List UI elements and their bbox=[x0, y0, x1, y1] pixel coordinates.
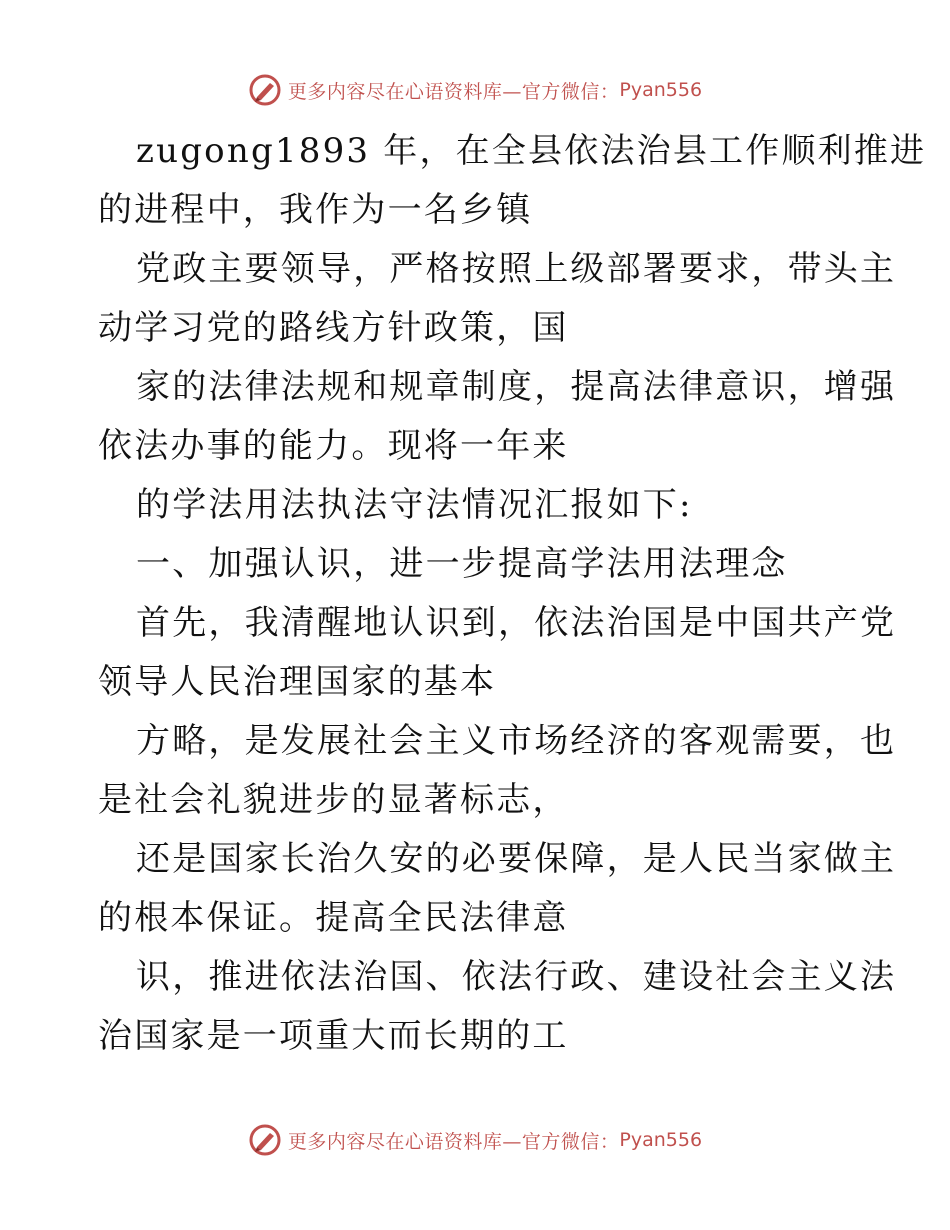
text-line: zugong1893 年，在全县依法治县工作顺利推进 bbox=[136, 131, 927, 171]
text-line: 党政主要领导，严格按照上级部署要求，带头主 bbox=[136, 249, 897, 289]
text-line: 识，推进依法治国、依法行政、建设社会主义法 bbox=[136, 957, 897, 997]
text-line: 治国家是一项重大而长期的工 bbox=[98, 1016, 569, 1056]
text-line: 家的法律法规和规章制度，提高法律意识，增强 bbox=[136, 367, 897, 407]
document-body bbox=[98, 122, 927, 1066]
text-line: 的进程中，我作为一名乡镇 bbox=[98, 190, 533, 230]
text-line: 领导人民治理国家的基本 bbox=[98, 662, 497, 702]
text-line: 的根本保证。提高全民法律意 bbox=[98, 898, 569, 938]
header-watermark-banner bbox=[0, 70, 950, 110]
text-line: 还是国家长治久安的必要保障，是人民当家做主 bbox=[136, 839, 897, 879]
banner-wechat-id: Pyan556 bbox=[619, 79, 703, 101]
text-line: 首先，我清醒地认识到，依法治国是中国共产党 bbox=[136, 603, 897, 643]
text-line: 依法办事的能力。现将一年来 bbox=[98, 426, 569, 466]
text-line: 方略，是发展社会主义市场经济的客观需要，也 bbox=[136, 721, 897, 761]
pen-logo-icon bbox=[248, 73, 282, 107]
text-line: 动学习党的路线方针政策，国 bbox=[98, 308, 569, 348]
footer-watermark-banner bbox=[0, 1120, 950, 1160]
banner-text: 更多内容尽在心语资料库—官方微信： bbox=[287, 1130, 620, 1153]
banner-wechat-id: Pyan556 bbox=[619, 1129, 703, 1151]
section-heading: 一、加强认识，进一步提高学法用法理念 bbox=[136, 544, 788, 584]
pen-logo-icon bbox=[248, 1123, 282, 1157]
text-line: 的学法用法执法守法情况汇报如下: bbox=[136, 485, 693, 525]
banner-text: 更多内容尽在心语资料库—官方微信： bbox=[287, 80, 620, 103]
text-line: 是社会礼貌进步的显著标志， bbox=[98, 780, 569, 820]
